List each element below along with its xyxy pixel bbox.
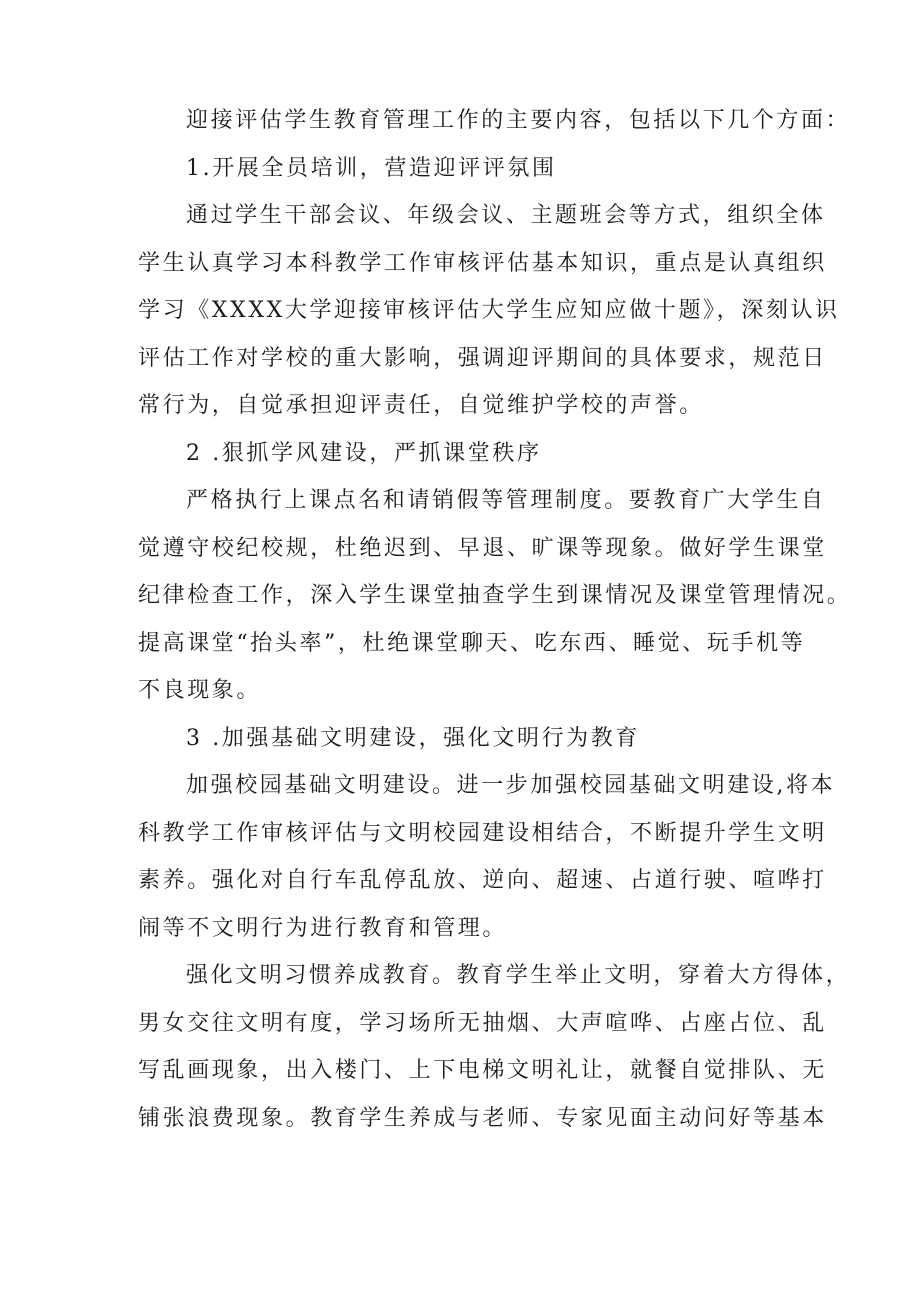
paragraph-4-line-1: 强化文明习惯养成教育。教育学生举止文明，穿着大方得体， (186, 963, 851, 988)
section-heading-2: 2 .狠抓学风建设，严抓课堂秩序 (186, 440, 542, 466)
paragraph-4-line-4: 铺张浪费现象。教育学生养成与老师、专家见面主动问好等基本 (138, 1105, 827, 1131)
paragraph-2-line-2: 觉遵守校纪校规，杜绝迟到、早退、旷课等现象。做好学生课堂 (138, 535, 827, 561)
document-body (138, 97, 852, 1142)
section-heading-1: 1.开展全员培训，营造迎评评氛围 (186, 155, 557, 181)
paragraph-3-line-2: 科教学工作审核评估与文明校园建设相结合，不断提升学生文明 (138, 820, 827, 846)
paragraph-3-line-4: 闹等不文明行为进行教育和管理。 (138, 915, 508, 941)
paragraph-1-line-2: 学生认真学习本科教学工作审核评估基本知识，重点是认真组织 (138, 250, 827, 276)
paragraph-1-line-3: 学习《XXXX大学迎接审核评估大学生应知应做十题》，深刻认识 (138, 298, 840, 323)
paragraph-2-line-1: 严格执行上课点名和请销假等管理制度。要教育广大学生自 (186, 488, 826, 513)
paragraph-1-line-5: 常行为，自觉承担迎评责任，自觉维护学校的声誉。 (138, 393, 704, 418)
paragraph-4-line-2: 男女交往文明有度，学习场所无抽烟、大声喧哗、占座占位、乱 (138, 1010, 827, 1036)
paragraph-3-line-3: 素养。强化对自行车乱停乱放、逆向、超速、占道行驶、喧哗打 (138, 868, 827, 893)
paragraph-intro-line-1: 迎接评估学生教育管理工作的主要内容，包括以下几个方面： (186, 108, 851, 133)
paragraph-1-line-1: 通过学生干部会议、年级会议、主题班会等方式，组织全体 (186, 203, 826, 228)
paragraph-2-line-5: 不良现象。 (138, 678, 262, 703)
paragraph-2-line-4: 提高课堂“抬头率”，杜绝课堂聊天、吃东西、睡觉、玩手机等 (138, 630, 806, 656)
paragraph-3-line-1: 加强校园基础文明建设。进一步加强校园基础文明建设,将本 (186, 773, 836, 798)
paragraph-4-line-3: 写乱画现象，出入楼门、上下电梯文明礼让，就餐自觉排队、无 (138, 1058, 827, 1083)
section-heading-3: 3 .加强基础文明建设，强化文明行为教育 (186, 725, 640, 751)
paragraph-2-line-3: 纪律检查工作，深入学生课堂抽查学生到课情况及课堂管理情况。 (138, 583, 852, 608)
paragraph-1-line-4: 评估工作对学校的重大影响，强调迎评期间的具体要求，规范日 (138, 345, 827, 371)
